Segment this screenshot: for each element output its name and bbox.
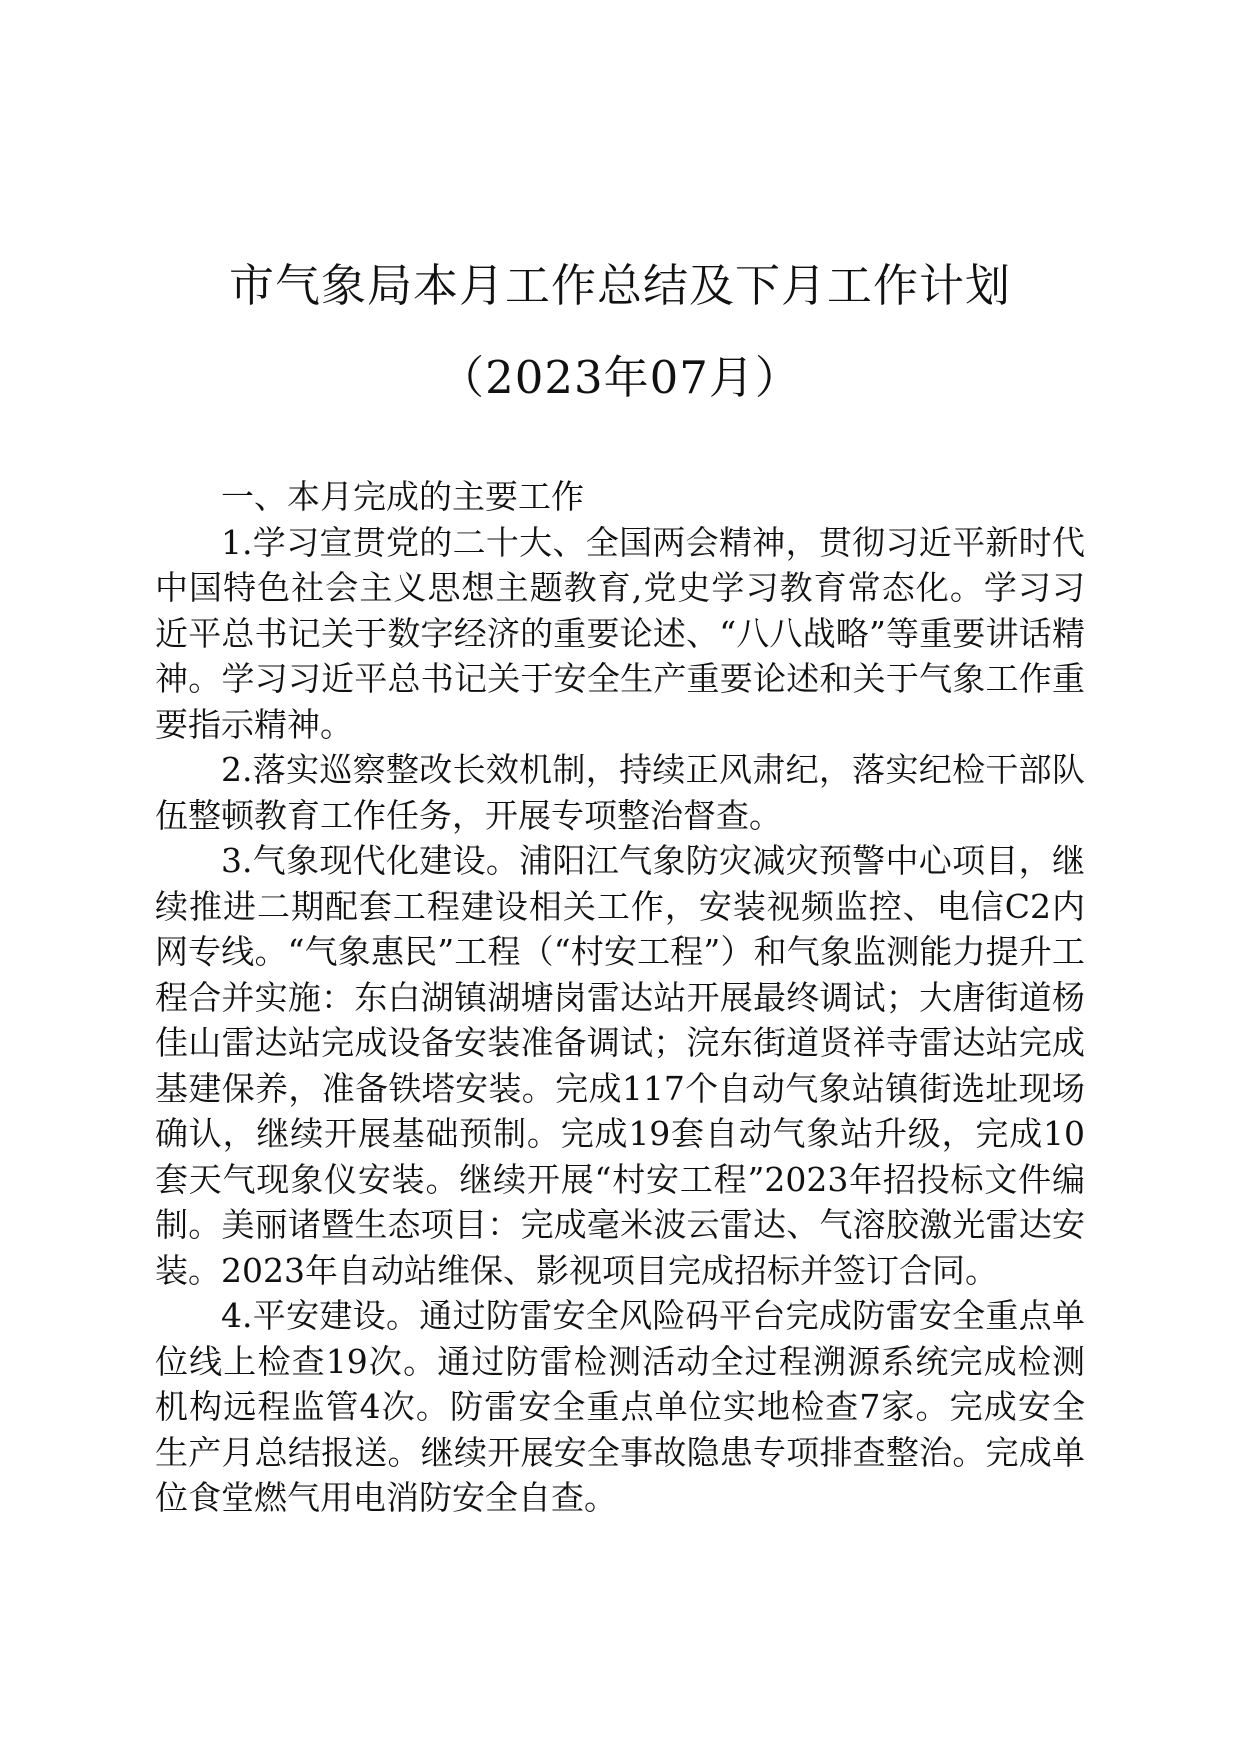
paragraph-2: 2.落实巡察整改长效机制，持续正风肃纪，落实纪检干部队伍整顿教育工作任务，开展专项整治督查。 — [155, 750, 1085, 835]
page-title: 市气象局本月工作总结及下月工作计划（2023年07月） — [228, 259, 1011, 404]
paragraph-4: 4.平安建设。通过防雷安全风险码平台完成防雷安全重点单位线上检查19次。通过防雷检测活动全过程溯源系统完成检测机构远程监管4次。防雷安全重点单位实地检查7家。完成安全生产月总结报送。继续开展安全事故隐患专项排查整治。完成单位食堂燃气用电消防安全自查。 — [155, 1296, 1085, 1517]
paragraph-3: 3.气象现代化建设。浦阳江气象防灾减灾预警中心项目，继续推进二期配套工程建设相关工作，安装视频监控、电信C2内网专线。“气象惠民”工程（“村安工程”）和气象监测能力提升工程合并实施：东白湖镇湖塘岗雷达站开展最终调试；大唐街道杨佳山雷达站完成设备安装准备调试；浣东街道贤祥寺雷达站完成基建保养，准备铁塔安装。完成117个自动气象站镇街选址现场确认，继续开展基础预制。完成19套自动气象站升级，完成10套天气现象仪安装。继续开展“村安工程”2023年招投标文件编制。美丽诸暨生态项目：完成毫米波云雷达、气溶胶激光雷达安装。2023年自动站维保、影视项目完成招标并签订合同。 — [155, 841, 1085, 1290]
document-body — [155, 474, 1085, 1521]
section-heading: 一、本月完成的主要工作 — [221, 477, 584, 516]
paragraph-1: 1.学习宣贯党的二十大、全国两会精神，贯彻习近平新时代中国特色社会主义思想主题教育,党史学习教育常态化。学习习近平总书记关于数字经济的重要论述、“八八战略”等重要讲话精神。学习习近平总书记关于安全生产重要论述和关于气象工作重要指示精神。 — [155, 522, 1085, 744]
